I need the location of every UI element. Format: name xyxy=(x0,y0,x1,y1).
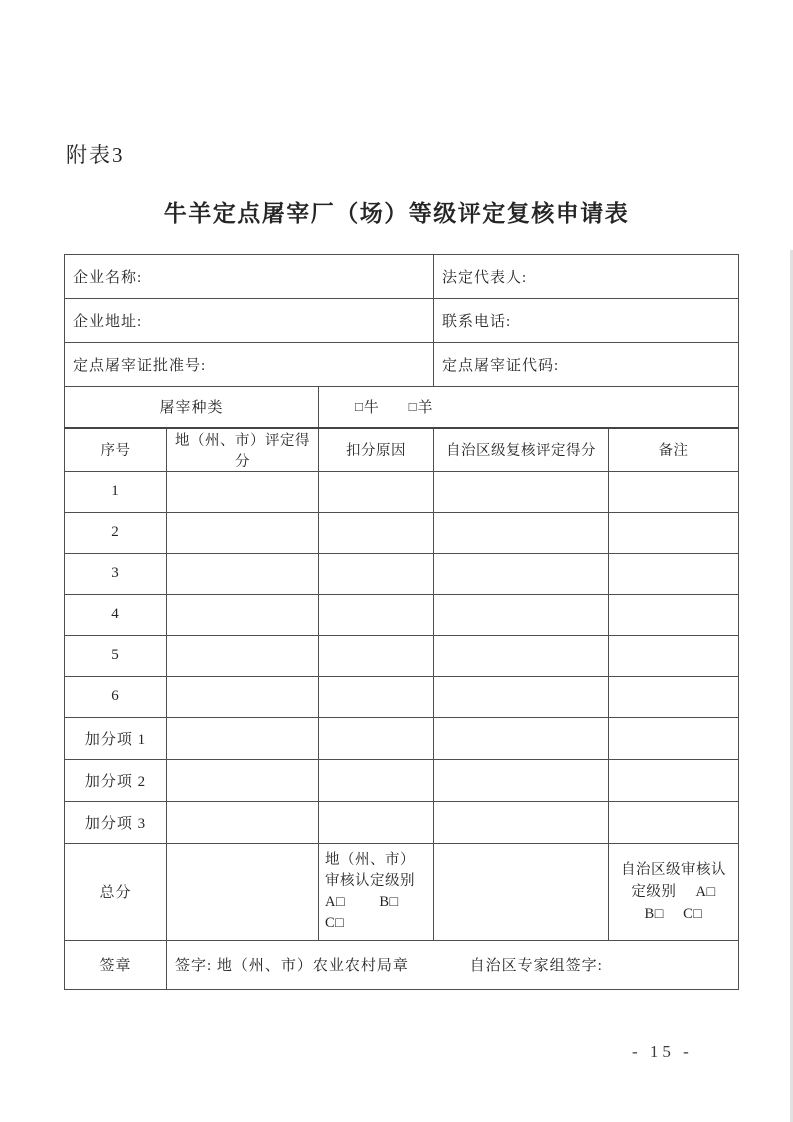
row-label: 6 xyxy=(65,676,167,717)
prefecture-grade-line: 审核认定级别 xyxy=(325,872,415,889)
score-row xyxy=(65,553,739,594)
score-row-bonus xyxy=(65,717,739,759)
prefecture-grade-cell xyxy=(319,843,434,940)
score-cell xyxy=(609,553,739,594)
col-header-region-score: 自治区级复核评定得分 xyxy=(434,428,609,472)
score-cell xyxy=(609,594,739,635)
field-license-code: 定点屠宰证代码: xyxy=(434,343,739,387)
col-header-deduction-reason: 扣分原因 xyxy=(319,428,434,472)
total-score-row xyxy=(65,843,739,940)
score-cell xyxy=(167,594,319,635)
score-row-bonus xyxy=(65,801,739,843)
field-company-name: 企业名称: xyxy=(65,255,434,299)
row-label: 加分项 2 xyxy=(65,759,167,801)
score-cell xyxy=(609,512,739,553)
score-cell xyxy=(319,717,434,759)
info-row xyxy=(65,299,739,343)
info-row xyxy=(65,343,739,387)
score-cell xyxy=(434,801,609,843)
region-grade-cell xyxy=(609,843,739,940)
score-cell xyxy=(167,676,319,717)
score-cell xyxy=(434,594,609,635)
row-label: 1 xyxy=(65,471,167,512)
score-cell xyxy=(319,759,434,801)
score-cell xyxy=(609,471,739,512)
field-license-approval-number: 定点屠宰证批准号: xyxy=(65,343,434,387)
score-cell xyxy=(319,553,434,594)
total-prefecture-score-cell xyxy=(167,843,319,940)
score-cell xyxy=(167,553,319,594)
application-form-table xyxy=(64,254,739,990)
col-header-serial: 序号 xyxy=(65,428,167,472)
score-cell xyxy=(167,717,319,759)
score-cell xyxy=(434,676,609,717)
score-cell xyxy=(319,594,434,635)
score-cell xyxy=(609,635,739,676)
row-label: 2 xyxy=(65,512,167,553)
signature-row xyxy=(65,940,739,989)
region-grade-line: 自治区级审核认 xyxy=(621,861,727,878)
species-row xyxy=(65,387,739,428)
score-cell xyxy=(167,635,319,676)
score-cell xyxy=(167,512,319,553)
prefecture-grade-line: 地（州、市） xyxy=(325,851,415,868)
row-label: 3 xyxy=(65,553,167,594)
prefecture-grade-options-ab: A□ B□ xyxy=(325,893,399,910)
sheep-checkbox-icon: □ xyxy=(408,399,418,415)
sign-label: 签章 xyxy=(65,940,167,989)
field-contact-phone: 联系电话: xyxy=(434,299,739,343)
col-header-remarks: 备注 xyxy=(609,428,739,472)
score-cell xyxy=(609,717,739,759)
sheep-label: 羊 xyxy=(417,400,434,417)
prefecture-grade-option-c: C□ xyxy=(325,914,345,931)
score-cell xyxy=(609,676,739,717)
score-cell xyxy=(434,553,609,594)
region-grade-options-bc: B□ C□ xyxy=(644,905,703,922)
info-row xyxy=(65,255,739,299)
appendix-label: 附表3 xyxy=(66,143,125,167)
score-row xyxy=(65,594,739,635)
species-option-sheep xyxy=(409,396,434,417)
score-table-header-row xyxy=(65,428,739,472)
row-label: 加分项 3 xyxy=(65,801,167,843)
score-row xyxy=(65,512,739,553)
page-title: 牛羊定点屠宰厂（场）等级评定复核申请表 xyxy=(163,201,630,226)
score-cell xyxy=(609,759,739,801)
score-cell xyxy=(319,676,434,717)
score-cell xyxy=(434,471,609,512)
total-region-score-cell xyxy=(434,843,609,940)
species-type-label: 屠宰种类 xyxy=(65,387,319,428)
score-row-bonus xyxy=(65,759,739,801)
page-number: - 15 - xyxy=(632,1042,693,1061)
score-row xyxy=(65,471,739,512)
score-row xyxy=(65,635,739,676)
row-label: 加分项 1 xyxy=(65,717,167,759)
field-company-address: 企业地址: xyxy=(65,299,434,343)
score-cell xyxy=(434,759,609,801)
score-cell xyxy=(434,717,609,759)
cattle-checkbox-icon: □ xyxy=(355,399,364,415)
score-cell xyxy=(167,471,319,512)
score-cell xyxy=(609,801,739,843)
col-header-prefecture-score: 地（州、市）评定得分 xyxy=(167,428,319,472)
score-cell xyxy=(167,801,319,843)
row-label: 5 xyxy=(65,635,167,676)
species-options-cell xyxy=(319,387,739,428)
sign-cell xyxy=(167,940,739,989)
sign-right-text: 自治区专家组签字: xyxy=(469,958,603,974)
species-option-cattle xyxy=(355,396,380,417)
score-cell xyxy=(319,801,434,843)
cattle-label: 牛 xyxy=(363,400,380,417)
score-row xyxy=(65,676,739,717)
sign-left-text: 签字: 地（州、市）农业农村局章 xyxy=(175,958,409,974)
score-cell xyxy=(319,635,434,676)
score-cell xyxy=(434,512,609,553)
score-cell xyxy=(434,635,609,676)
score-cell xyxy=(319,512,434,553)
total-label: 总分 xyxy=(65,843,167,940)
region-grade-option-a: 定级别 A□ xyxy=(631,883,716,900)
row-label: 4 xyxy=(65,594,167,635)
score-cell xyxy=(319,471,434,512)
score-cell xyxy=(167,759,319,801)
field-legal-representative: 法定代表人: xyxy=(434,255,739,299)
